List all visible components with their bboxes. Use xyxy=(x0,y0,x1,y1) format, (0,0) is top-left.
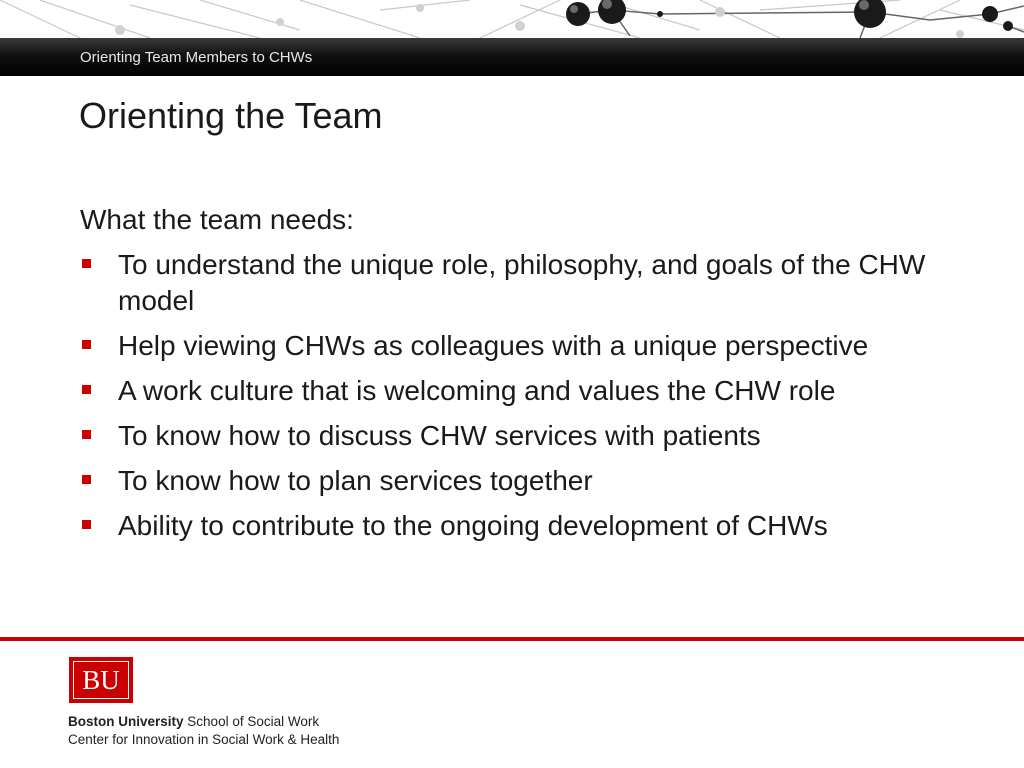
square-bullet-icon xyxy=(82,475,91,484)
bullet-item xyxy=(80,418,960,454)
bullet-text: To know how to discuss CHW services with patients xyxy=(118,420,761,451)
slide-content xyxy=(80,202,960,553)
bullet-text: Help viewing CHWs as colleagues with a unique perspective xyxy=(118,330,869,361)
presentation-subtitle: Orienting Team Members to CHWs xyxy=(80,49,313,66)
bullet-text: Ability to contribute to the ongoing development of CHWs xyxy=(118,510,828,541)
bullet-text: A work culture that is welcoming and values the CHW role xyxy=(118,375,836,406)
school-name: School of Social Work xyxy=(187,714,320,729)
bullet-text: To understand the unique role, philosophy, and goals of the CHW model xyxy=(118,249,926,316)
square-bullet-icon xyxy=(82,430,91,439)
square-bullet-icon xyxy=(82,259,91,268)
slide-title: Orienting the Team xyxy=(79,95,383,136)
university-name: Boston University xyxy=(68,714,184,729)
bullet-item xyxy=(80,508,960,544)
square-bullet-icon xyxy=(82,385,91,394)
intro-text: What the team needs: xyxy=(80,204,354,235)
organization-name xyxy=(68,714,319,729)
bullet-text: To know how to plan services together xyxy=(118,465,593,496)
square-bullet-icon xyxy=(82,520,91,529)
footer-divider xyxy=(0,637,1024,641)
bullet-item xyxy=(80,373,960,409)
network-decoration xyxy=(0,0,1024,40)
square-bullet-icon xyxy=(82,340,91,349)
bullet-item xyxy=(80,247,960,319)
bu-logo-text: BU xyxy=(73,661,129,699)
bullet-list xyxy=(80,247,960,544)
header-band xyxy=(0,38,1024,76)
bullet-item xyxy=(80,328,960,364)
bullet-item xyxy=(80,463,960,499)
center-name: Center for Innovation in Social Work & Health xyxy=(68,732,340,747)
bu-logo xyxy=(69,657,133,703)
